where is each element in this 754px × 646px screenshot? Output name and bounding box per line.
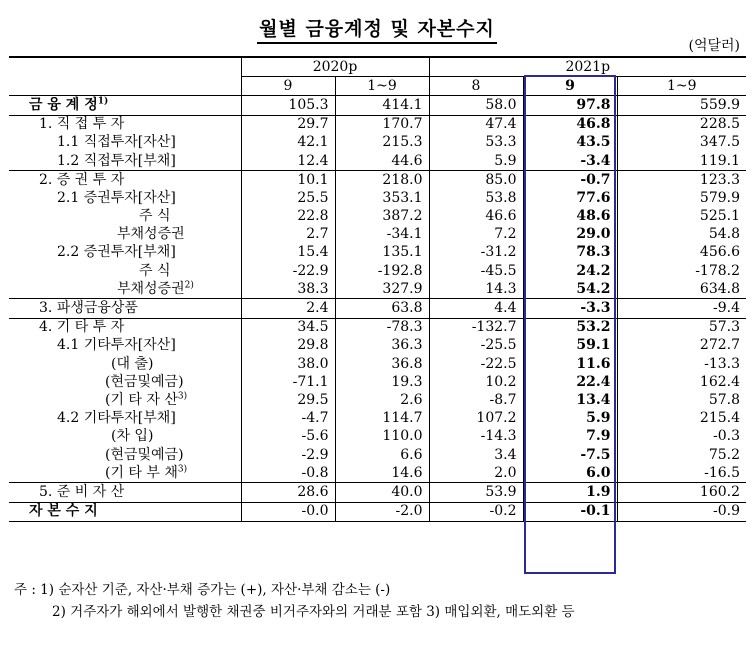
table-row [9,373,746,391]
table-row [9,134,746,152]
value-cell: 44.6 [335,152,429,171]
value-cell: 14.3 [429,280,523,299]
value-cell: 119.1 [617,152,746,171]
value-cell: 10.2 [429,373,523,391]
value-cell: -34.1 [335,226,429,244]
value-cell-highlight: -7.5 [523,446,617,464]
table-row [9,299,746,318]
value-cell: 114.7 [335,410,429,428]
value-cell: 170.7 [335,115,429,134]
value-cell: -5.6 [241,428,335,446]
row-label [9,244,241,262]
value-cell: 14.6 [335,464,429,483]
value-cell: 347.5 [617,134,746,152]
row-label [9,355,241,373]
value-cell-highlight: 7.9 [523,428,617,446]
value-cell: 160.2 [617,483,746,502]
value-cell: 54.8 [617,226,746,244]
value-cell: -13.3 [617,355,746,373]
value-cell: 38.0 [241,355,335,373]
value-cell-highlight: -0.7 [523,171,617,190]
row-label-text: (현금및예금) [105,446,184,463]
table-row [9,115,746,134]
footnote-2: 2) 거주자가 해외에서 발행한 채권중 비거주자와의 거래분 포함 3) 매입외환, 매도외환 등 [52,604,575,620]
col-header-highlight: 9 [523,77,617,96]
unit-label: (억달러) [688,38,740,54]
value-cell-highlight: -3.3 [523,299,617,318]
year-header-2021: 2021p [429,57,746,77]
table-row [9,318,746,337]
table-row [9,208,746,226]
row-label [9,152,241,171]
row-label-text: 2.1 증권투자[자산] [57,189,176,206]
value-cell: 22.8 [241,208,335,226]
value-cell: 2.4 [241,299,335,318]
value-cell: -2.0 [335,502,429,521]
table-row [9,244,746,262]
row-label [9,96,241,115]
value-cell-highlight: -0.1 [523,502,617,521]
value-cell: 63.8 [335,299,429,318]
row-label-text: 2. 증 권 투 자 [39,171,125,188]
value-cell: 387.2 [335,208,429,226]
value-cell: 559.9 [617,96,746,115]
row-label-text: 부채성증권 [117,280,185,297]
value-cell: 5.9 [429,152,523,171]
value-cell-highlight: 77.6 [523,189,617,207]
row-label [9,464,241,483]
value-cell: 110.0 [335,428,429,446]
value-cell: 57.8 [617,391,746,409]
table-title [0,14,754,41]
value-cell: -22.5 [429,355,523,373]
value-cell: 2.6 [335,391,429,409]
row-label [9,280,241,299]
value-cell: 135.1 [335,244,429,262]
value-cell: 29.7 [241,115,335,134]
value-cell: 57.3 [617,318,746,337]
value-cell-highlight: 24.2 [523,262,617,280]
value-cell-highlight: 13.4 [523,391,617,409]
value-cell-highlight: 6.0 [523,464,617,483]
table-row [9,483,746,502]
value-cell-highlight: 53.2 [523,318,617,337]
financial-account-table [9,56,746,522]
row-label [9,208,241,226]
value-cell: 10.1 [241,171,335,190]
value-cell: 58.0 [429,96,523,115]
value-cell: -22.9 [241,262,335,280]
footnote-marker: 1) [97,96,109,107]
value-cell-highlight: 22.4 [523,373,617,391]
value-cell: 327.9 [335,280,429,299]
value-cell-highlight: 1.9 [523,483,617,502]
value-cell: 7.2 [429,226,523,244]
row-label-text: 1.2 직접투자[부채] [57,152,176,169]
table-row [9,391,746,409]
value-cell-highlight: 59.1 [523,337,617,355]
value-cell: 215.3 [335,134,429,152]
row-label [9,299,241,318]
value-cell: 2.0 [429,464,523,483]
row-label [9,502,241,521]
value-cell: -2.9 [241,446,335,464]
col-header: 1~9 [335,77,429,96]
value-cell: 38.3 [241,280,335,299]
row-label [9,115,241,134]
value-cell: 634.8 [617,280,746,299]
table-row [9,428,746,446]
row-label [9,391,241,409]
row-label-text: 1.1 직접투자[자산] [57,134,176,151]
row-label [9,262,241,280]
value-cell: -45.5 [429,262,523,280]
value-cell: 34.5 [241,318,335,337]
row-label-text: 금 융 계 정 [29,96,98,113]
row-label-text: 3. 파생금융상품 [39,300,138,317]
table-row [9,410,746,428]
col-header: 1~9 [617,77,746,96]
value-cell-highlight: 48.6 [523,208,617,226]
value-cell-highlight: 11.6 [523,355,617,373]
table-row [9,446,746,464]
value-cell: 46.6 [429,208,523,226]
value-cell: 107.2 [429,410,523,428]
row-label-text: 4.2 기타투자[부채] [57,410,176,427]
value-cell: -78.3 [335,318,429,337]
value-cell: 579.9 [617,189,746,207]
col-header: 8 [429,77,523,96]
row-label [9,189,241,207]
value-cell: 36.8 [335,355,429,373]
value-cell: -16.5 [617,464,746,483]
value-cell: 414.1 [335,96,429,115]
table-row [9,262,746,280]
row-label [9,134,241,152]
value-cell-highlight: 46.8 [523,115,617,134]
value-cell: 15.4 [241,244,335,262]
table-row [9,171,746,190]
table-row [9,189,746,207]
table-row [9,226,746,244]
value-cell: -8.7 [429,391,523,409]
value-cell: 105.3 [241,96,335,115]
table-row [9,337,746,355]
row-label-text: 주 식 [139,262,171,279]
value-cell: 456.6 [617,244,746,262]
row-label-text: 자 본 수 지 [29,503,98,520]
value-cell: 19.3 [335,373,429,391]
value-cell: 53.3 [429,134,523,152]
row-label-text: 4.1 기타투자[자산] [57,337,176,354]
row-label [9,428,241,446]
footnote-1: 주 : 1) 순자산 기준, 자산·부채 증가는 (+), 자산·부채 감소는 (-) [14,582,391,598]
value-cell: 4.4 [429,299,523,318]
value-cell: -192.8 [335,262,429,280]
table-row [9,96,746,115]
table-row [9,464,746,483]
footnote-marker: 3) [177,464,188,475]
value-cell-highlight: -3.4 [523,152,617,171]
value-cell: 40.0 [335,483,429,502]
table-row [9,502,746,521]
table-title-text: 월별 금융계정 및 자본수지 [257,18,497,44]
value-cell: -132.7 [429,318,523,337]
value-cell: 28.6 [241,483,335,502]
value-cell-highlight: 97.8 [523,96,617,115]
value-cell: 75.2 [617,446,746,464]
value-cell: -0.0 [241,502,335,521]
row-label [9,410,241,428]
value-cell: 218.0 [335,171,429,190]
row-label-text: (기 타 부 채 [105,464,178,481]
value-cell-highlight: 5.9 [523,410,617,428]
row-label [9,171,241,190]
value-cell: -71.1 [241,373,335,391]
value-cell: -0.9 [617,502,746,521]
table-row [9,355,746,373]
value-cell: 36.3 [335,337,429,355]
value-cell: 29.8 [241,337,335,355]
value-cell: 2.7 [241,226,335,244]
value-cell: 47.4 [429,115,523,134]
col-header: 9 [241,77,335,96]
value-cell-highlight: 54.2 [523,280,617,299]
row-label-text: (현금및예금) [105,373,184,390]
row-label [9,483,241,502]
footnote-marker: 2) [184,280,194,291]
row-label [9,226,241,244]
value-cell: -4.7 [241,410,335,428]
value-cell: 42.1 [241,134,335,152]
value-cell: 6.6 [335,446,429,464]
value-cell: 525.1 [617,208,746,226]
value-cell: 162.4 [617,373,746,391]
table-row [9,280,746,299]
value-cell: 29.5 [241,391,335,409]
table-body [9,96,746,521]
value-cell: -14.3 [429,428,523,446]
value-cell: 3.4 [429,446,523,464]
value-cell: -0.2 [429,502,523,521]
value-cell: -9.4 [617,299,746,318]
row-label-text: (기 타 자 산 [105,391,178,408]
row-label-text: 4. 기 타 투 자 [39,319,125,336]
value-cell: -0.3 [617,428,746,446]
value-cell: 53.8 [429,189,523,207]
value-cell: 215.4 [617,410,746,428]
corner-cell [9,57,241,96]
value-cell-highlight: 78.3 [523,244,617,262]
value-cell: 12.4 [241,152,335,171]
row-label-text: 부채성증권 [117,226,185,243]
row-label-text: (대 출) [111,355,154,372]
value-cell: 228.5 [617,115,746,134]
value-cell: 272.7 [617,337,746,355]
row-label [9,318,241,337]
value-cell: -0.8 [241,464,335,483]
year-header-2020: 2020p [241,57,429,77]
value-cell: 123.3 [617,171,746,190]
row-label-text: 2.2 증권투자[부채] [57,244,176,261]
value-cell: 353.1 [335,189,429,207]
value-cell-highlight: 29.0 [523,226,617,244]
value-cell: -25.5 [429,337,523,355]
value-cell: 25.5 [241,189,335,207]
row-label [9,337,241,355]
row-label [9,373,241,391]
row-label-text: 1. 직 접 투 자 [39,116,125,133]
footnote-marker: 3) [177,391,188,402]
value-cell: 53.9 [429,483,523,502]
row-label-text: 5. 준 비 자 산 [39,483,125,500]
value-cell: -178.2 [617,262,746,280]
value-cell-highlight: 43.5 [523,134,617,152]
row-label-text: (차 입) [111,428,154,445]
table-row [9,152,746,171]
row-label [9,446,241,464]
row-label-text: 주 식 [139,208,171,225]
value-cell: 85.0 [429,171,523,190]
value-cell: -31.2 [429,244,523,262]
